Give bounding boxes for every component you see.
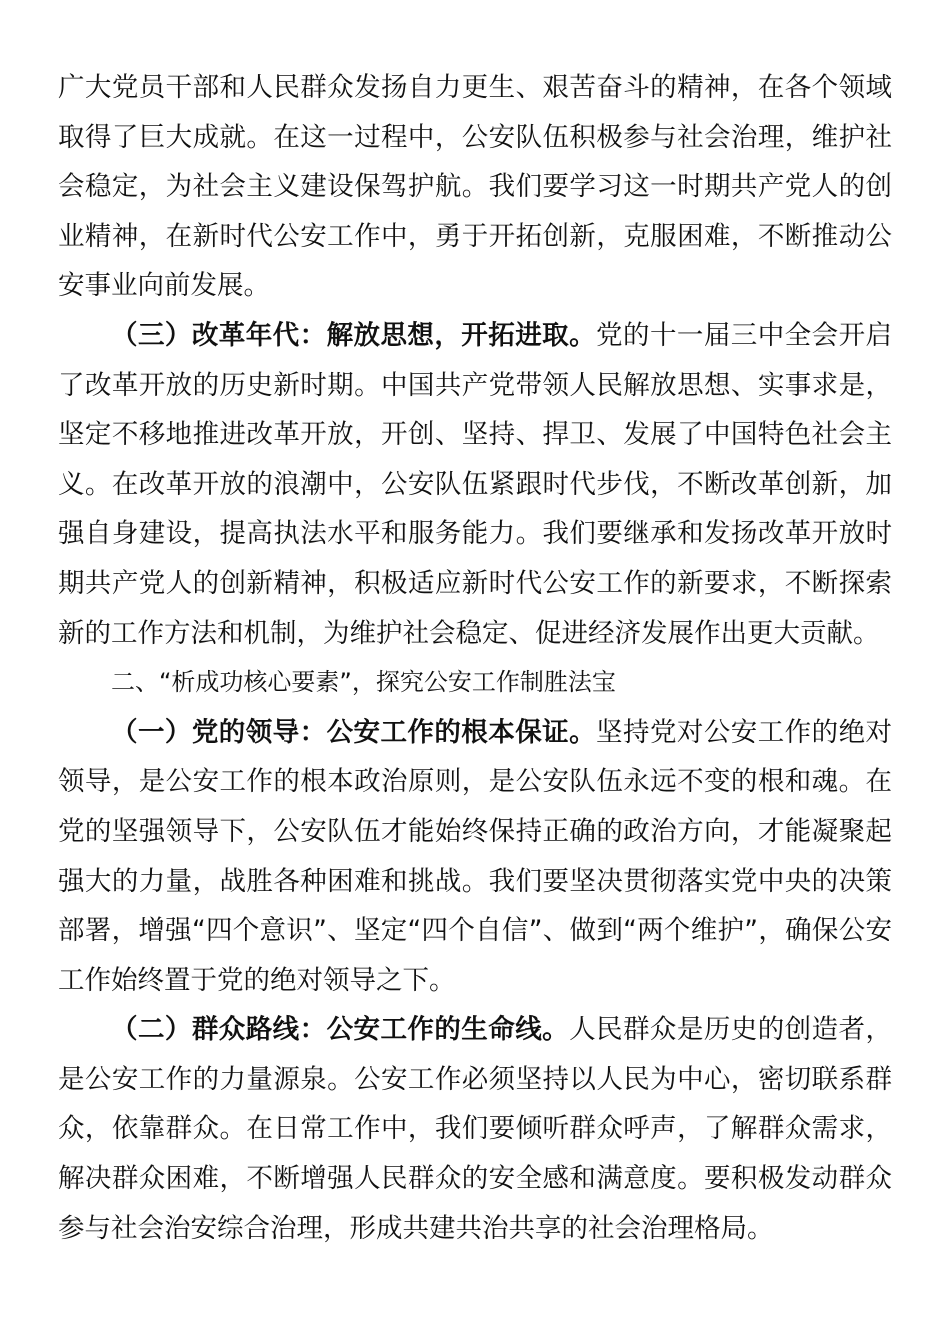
document-page: [58, 63, 892, 1253]
body-paragraph-3: [58, 708, 892, 1006]
section-title-2: 二、“析成功核心要素”，探究公安工作制胜法宝: [111, 668, 616, 697]
paragraph-text: 党的十一届三中全会开启了改革开放的历史新时期。中国共产党带领人民解放思想、实事求是，坚定不移地推进改革开放，开创、坚持、捍卫、发展了中国特色社会主义。在改革开放的浪潮中，公安队伍紧跟时代步伐，不断改革创新，加强自身建设，提高执法水平和服务能力。我们要继承和发扬改革开放时期共产党人的创新精神，积极适应新时代公安工作的新要求，不断探索新的工作方法和机制，为维护社会稳定、促进经济发展作出更大贡献。: [58, 319, 893, 649]
subsection-heading-1: （一）党的领导：公安工作的根本保证。: [111, 716, 597, 748]
body-paragraph-1: [58, 63, 892, 311]
paragraph-text: 广大党员干部和人民群众发扬自力更生、艰苦奋斗的精神，在各个领域取得了巨大成就。在这一过程中，公安队伍积极参与社会治理，维护社会稳定，为社会主义建设保驾护航。我们要学习这一时期共产党人的创业精神，在新时代公安工作中，勇于开拓创新，克服困难，不断推动公安事业向前发展。: [58, 72, 892, 302]
body-paragraph-2: [58, 311, 892, 658]
body-paragraph-4: [58, 1005, 892, 1253]
subsection-heading-3: （三）改革年代：解放思想，开拓进取。: [111, 319, 597, 351]
paragraph-text: 坚持党对公安工作的绝对领导，是公安工作的根本政治原则，是公安队伍永远不变的根和魂。在党的坚强领导下，公安队伍才能始终保持正确的政治方向，才能凝聚起强大的力量，战胜各种困难和挑战。我们要坚决贯彻落实党中央的决策部署，增强“四个意识”、坚定“四个自信”、做到“两个维护”，确保公安工作始终置于党的绝对领导之下。: [58, 716, 893, 996]
subsection-heading-2: （二）群众路线：公安工作的生命线。: [111, 1014, 570, 1046]
paragraph-text: 人民群众是历史的创造者，是公安工作的力量源泉。公安工作必须坚持以人民为中心，密切联系群众，依靠群众。在日常工作中，我们要倾听群众呼声，了解群众需求，解决群众困难，不断增强人民群众的安全感和满意度。要积极发动群众参与社会治安综合治理，形成共建共治共享的社会治理格局。: [58, 1014, 893, 1244]
